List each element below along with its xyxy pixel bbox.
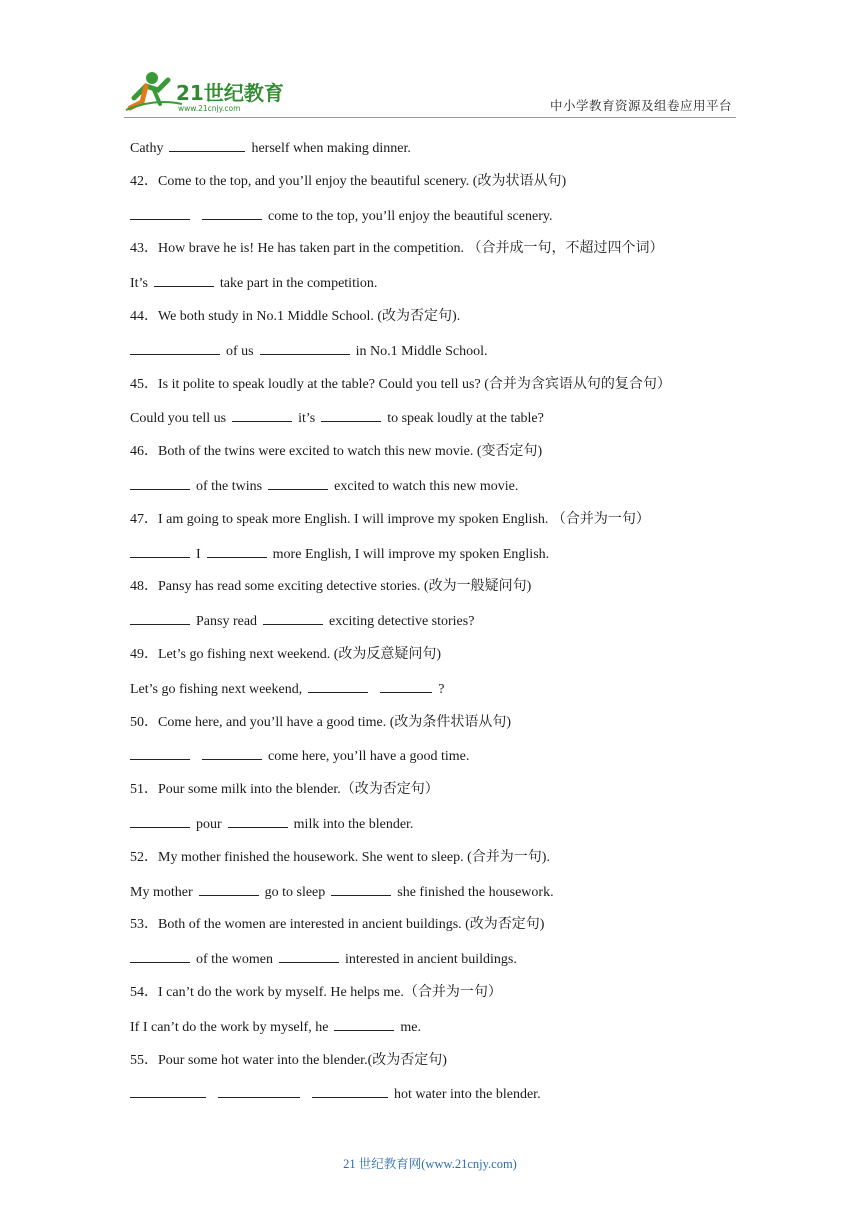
question-48: 48．Pansy has read some exciting detective stories. (改为一般疑问句) bbox=[130, 579, 532, 595]
question-51: 51．Pour some milk into the blender.（改为否定句） bbox=[130, 782, 439, 798]
question-44: 44．We both study in No.1 Middle School. (改为否定句). bbox=[130, 308, 461, 324]
answer-blank[interactable] bbox=[130, 745, 190, 760]
question-46: 46．Both of the twins were excited to watch this new movie. (变否定句) bbox=[130, 444, 543, 460]
answer-blank[interactable] bbox=[380, 678, 432, 693]
answer-blank[interactable] bbox=[279, 948, 339, 963]
page-header bbox=[0, 0, 860, 130]
answer-blank[interactable] bbox=[331, 881, 391, 896]
answer-blank[interactable] bbox=[130, 475, 190, 490]
question-53: 53．Both of the women are interested in ancient buildings. (改为否定句) bbox=[130, 917, 545, 933]
answer-blank[interactable] bbox=[130, 948, 190, 963]
question-55: 55．Pour some hot water into the blender.(改为否定句) bbox=[130, 1052, 447, 1068]
answer-51: pour milk into the blender. bbox=[130, 813, 740, 847]
answer-50: come here, you’ll have a good time. bbox=[130, 745, 740, 779]
answer-44: of us in No.1 Middle School. bbox=[130, 340, 740, 374]
answer-47: I more English, I will improve my spoken English. bbox=[130, 543, 740, 577]
logo-runner-icon bbox=[124, 68, 294, 114]
question-50: 50．Come here, and you’ll have a good time. (改为条件状语从句) bbox=[130, 714, 512, 730]
platform-name: 中小学教育资源及组卷应用平台 bbox=[549, 98, 732, 113]
logo-url: www.21cnjy.com bbox=[178, 104, 241, 113]
answer-55: hot water into the blender. bbox=[130, 1083, 740, 1117]
answer-blank[interactable] bbox=[130, 340, 220, 355]
answer-blank[interactable] bbox=[154, 272, 214, 287]
answer-54: If I can’t do the work by myself, he me. bbox=[130, 1016, 740, 1050]
answer-blank[interactable] bbox=[130, 1083, 206, 1098]
exercise-list bbox=[130, 137, 740, 1117]
answer-blank[interactable] bbox=[312, 1083, 388, 1098]
answer-blank[interactable] bbox=[268, 475, 328, 490]
question-47: 47．I am going to speak more English. I will improve my spoken English. （合并为一句） bbox=[130, 511, 650, 527]
answer-blank[interactable] bbox=[207, 543, 267, 558]
page-footer: 21 世纪教育网(www.21cnjy.com) bbox=[343, 1157, 517, 1171]
question-54: 54．I can’t do the work by myself. He helps me.（合并为一句） bbox=[130, 984, 502, 1000]
question-49: 49．Let’s go fishing next weekend. (改为反意疑问句) bbox=[130, 646, 442, 662]
answer-blank[interactable] bbox=[263, 610, 323, 625]
answer-blank[interactable] bbox=[334, 1016, 394, 1031]
answer-blank[interactable] bbox=[130, 813, 190, 828]
answer-blank[interactable] bbox=[130, 543, 190, 558]
question-42: 42．Come to the top, and you’ll enjoy the beautiful scenery. (改为状语从句) bbox=[130, 173, 567, 189]
answer-53: of the women interested in ancient buildings. bbox=[130, 948, 740, 982]
answer-blank[interactable] bbox=[308, 678, 368, 693]
answer-blank[interactable] bbox=[228, 813, 288, 828]
answer-blank[interactable] bbox=[260, 340, 350, 355]
answer-42: come to the top, you’ll enjoy the beautiful scenery. bbox=[130, 205, 740, 239]
answer-blank[interactable] bbox=[130, 205, 190, 220]
question-52: 52．My mother finished the housework. She went to sleep. (合并为一句). bbox=[130, 849, 550, 865]
answer-blank[interactable] bbox=[130, 610, 190, 625]
answer-43: It’s take part in the competition. bbox=[130, 272, 740, 306]
answer-blank[interactable] bbox=[199, 881, 259, 896]
answer-48: Pansy read exciting detective stories? bbox=[130, 610, 740, 644]
answer-46: of the twins excited to watch this new movie. bbox=[130, 475, 740, 509]
answer-52: My mother go to sleep she finished the housework. bbox=[130, 881, 740, 915]
answer-blank[interactable] bbox=[169, 137, 245, 152]
answer-line: Cathy herself when making dinner. bbox=[130, 137, 740, 171]
question-43: 43．How brave he is! He has taken part in the competition. （合并成一句，不超过四个词） bbox=[130, 241, 664, 257]
answer-45: Could you tell us it’s to speak loudly at the table? bbox=[130, 407, 740, 441]
answer-blank[interactable] bbox=[232, 407, 292, 422]
logo bbox=[124, 68, 294, 114]
answer-blank[interactable] bbox=[202, 745, 262, 760]
answer-49: Let’s go fishing next weekend, ? bbox=[130, 678, 740, 712]
question-45: 45．Is it polite to speak loudly at the table? Could you tell us? (合并为含宾语从句的复合句） bbox=[130, 376, 671, 392]
header-divider bbox=[124, 117, 736, 118]
answer-blank[interactable] bbox=[218, 1083, 300, 1098]
answer-blank[interactable] bbox=[202, 205, 262, 220]
logo-text: 21世纪教育 bbox=[176, 81, 284, 105]
answer-blank[interactable] bbox=[321, 407, 381, 422]
